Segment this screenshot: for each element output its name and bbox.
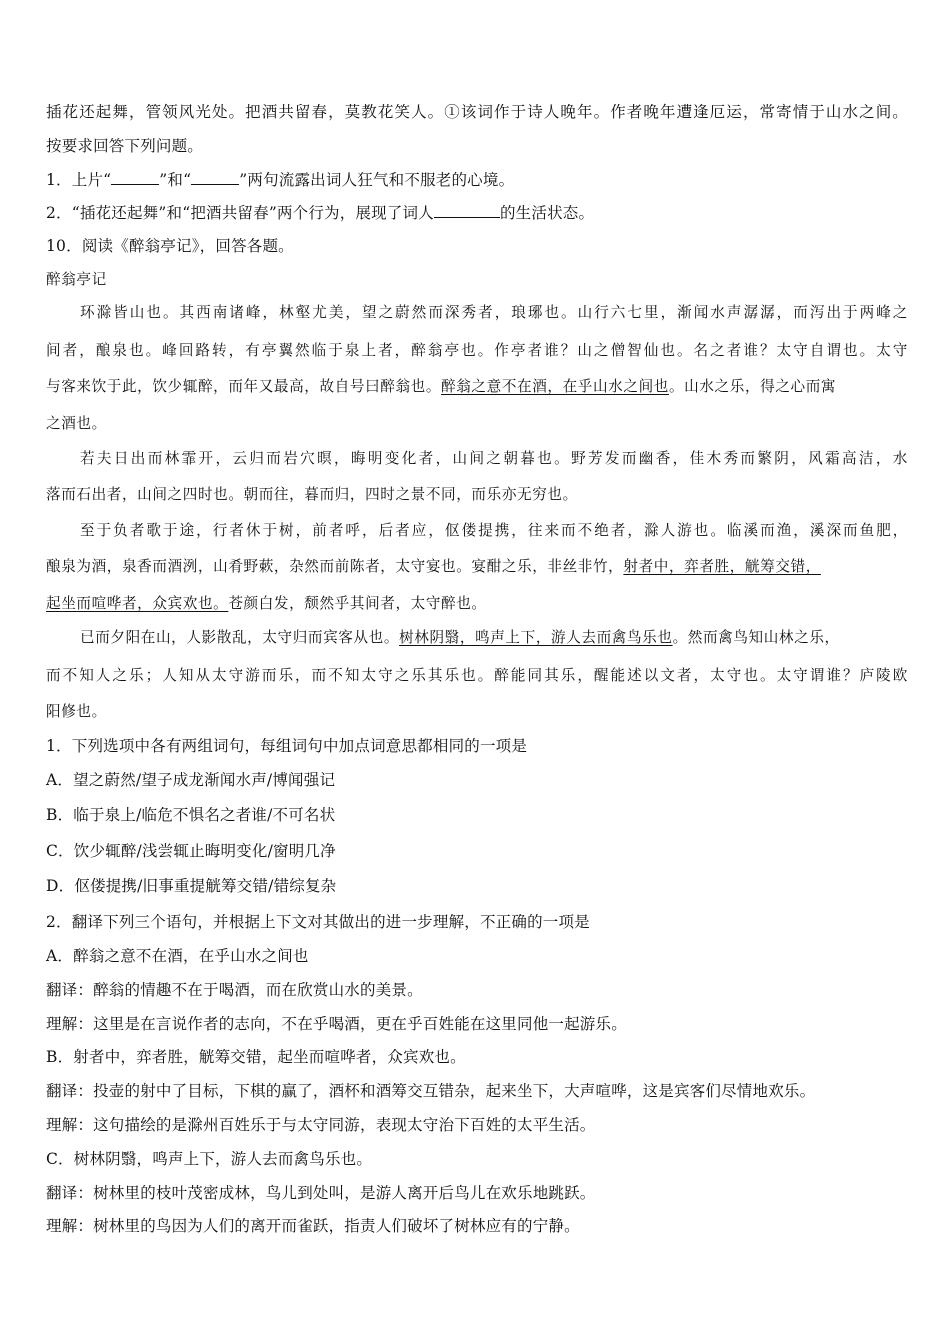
subquestion-1-option-a: A．望之蔚然/望子成龙渐闻水声/博闻强记 xyxy=(46,771,336,789)
ci-q1-text-b: ”和“ xyxy=(159,171,192,189)
p3-text: 酿泉为酒，泉香而酒洌，山肴野蔌，杂然而前陈者，太守宴也。宴酣之乐，非丝非竹， xyxy=(46,558,624,575)
option-b-translation: 翻译：投壶的射中了目标，下棋的赢了，酒杯和酒筹交互错杂，起来坐下，大声喧哗，这是宾客们尽情地欢乐。 xyxy=(46,1082,816,1100)
ci-q2-text-b: 的生活状态。 xyxy=(499,204,595,222)
passage-p2-line-2: 落而石出者，山间之四时也。朝而往，暮而归，四时之景不同，而乐亦无穷也。 xyxy=(46,486,578,503)
answer-blank xyxy=(434,203,500,218)
option-c-understanding: 理解：树林里的鸟因为人们的离开而雀跃，指责人们破坏了树林应有的宁静。 xyxy=(46,1217,580,1235)
ci-text-line-1: 插花还起舞，管领风光处。把酒共留春，莫教花笑人。①该词作于诗人晚年。作者晚年遭逢厄运，常寄情于山水之间。 xyxy=(46,103,908,121)
subquestion-1-option-b: B．临于泉上/临危不惧名之者谁/不可名状 xyxy=(46,806,336,824)
subquestion-1-stem: 1．下列选项中各有两组词句，每组词句中加点词意思都相同的一项是 xyxy=(46,737,528,755)
underlined-sentence: 醉翁之意不在酒，在乎山水之间也 xyxy=(441,378,669,395)
subquestion-1-option-d: D．伛偻提携/旧事重提觥筹交错/错综复杂 xyxy=(46,877,337,895)
ci-q1-text-a: 1．上片“ xyxy=(46,171,112,189)
p4-text: 。然而禽鸟知山林之乐， xyxy=(672,629,840,646)
passage-title: 醉翁亭记 xyxy=(46,271,107,288)
passage-p2-line-1: 若夫日出而林霏开，云归而岩穴暝，晦明变化者，山间之朝暮也。野芳发而幽香，佳木秀而繁阴，风霜高洁，水 xyxy=(80,450,908,467)
option-c-translation: 翻译：树林里的枝叶茂密成林，鸟儿到处叫，是游人离开后鸟儿在欢乐地跳跃。 xyxy=(46,1184,596,1202)
p3-text: 苍颜白发，颓然乎其间者，太守醉也。 xyxy=(228,595,487,612)
passage-p3-line-2 xyxy=(46,557,908,577)
option-a-understanding: 理解：这里是在言说作者的志向，不在乎喝酒，更在乎百姓能在这里同他一起游乐。 xyxy=(46,1015,627,1033)
subquestion-2-option-c: C．树林阴翳，鸣声上下，游人去而禽鸟乐也。 xyxy=(46,1150,373,1168)
underlined-sentence: 起坐而喧哗者，众宾欢也。 xyxy=(46,595,229,612)
subquestion-2-option-b: B．射者中，弈者胜，觥筹交错，起坐而喧哗者，众宾欢也。 xyxy=(46,1048,466,1066)
passage-p4-line-1 xyxy=(80,628,908,648)
p4-text: 已而夕阳在山，人影散乱，太守归而宾客从也。 xyxy=(80,629,400,646)
passage-p4-line-3: 阳修也。 xyxy=(46,703,107,720)
passage-p1-line-2: 间者，酿泉也。峰回路转，有亭翼然临于泉上者，醉翁亭也。作亭者谁？山之僧智仙也。名之者谁？太守自谓也。太守 xyxy=(46,342,908,359)
passage-p3-line-3 xyxy=(46,594,908,614)
answer-blank xyxy=(111,170,159,185)
ci-q2-text-a: 2．“插花还起舞”和“把酒共留春”两个行为，展现了词人 xyxy=(46,204,434,222)
p1-text: 与客来饮于此，饮少辄醉，而年又最高，故自号曰醉翁也。 xyxy=(46,378,442,395)
passage-p1-line-4: 之酒也。 xyxy=(46,415,107,432)
passage-p3-line-1: 至于负者歌于途，行者休于树，前者呼，后者应，伛偻提携，往来而不绝者，滁人游也。临溪而渔，溪深而鱼肥， xyxy=(80,522,908,539)
underlined-sentence: 树林阴翳，鸣声上下，游人去而禽鸟乐也 xyxy=(399,629,673,646)
subquestion-2-stem: 2．翻译下列三个语句，并根据上下文对其做出的进一步理解，不正确的一项是 xyxy=(46,913,590,931)
ci-question-1 xyxy=(46,170,908,190)
subquestion-2-option-a: A．醉翁之意不在酒，在乎山水之间也 xyxy=(46,947,309,965)
underlined-sentence: 射者中，弈者胜，觥筹交错， xyxy=(623,558,821,575)
ci-q1-text-c: ”两句流露出词人狂气和不服老的心境。 xyxy=(239,171,515,189)
q10-heading: 10．阅读《醉翁亭记》，回答各题。 xyxy=(46,237,294,255)
subquestion-1-option-c: C．饮少辄醉/浅尝辄止晦明变化/窗明几净 xyxy=(46,842,336,860)
passage-p4-line-2: 而不知人之乐；人知从太守游而乐，而不知太守之乐其乐也。醉能同其乐，醒能述以文者，太守也。太守谓谁？庐陵欧 xyxy=(46,667,908,684)
p1-text: 。山水之乐，得之心而寓 xyxy=(668,378,837,395)
option-b-understanding: 理解：这句描绘的是滁州百姓乐于与太守同游，表现太守治下百姓的太平生活。 xyxy=(46,1116,596,1134)
ci-question-2 xyxy=(46,203,908,223)
answer-blank xyxy=(191,170,239,185)
passage-p1-line-1: 环滁皆山也。其西南诸峰，林壑尤美，望之蔚然而深秀者，琅琊也。山行六七里，渐闻水声潺潺，而泻出于两峰之 xyxy=(80,304,908,321)
ci-instruction: 按要求回答下列问题。 xyxy=(46,137,204,155)
option-a-translation: 翻译：醉翁的情趣不在于喝酒，而在欣赏山水的美景。 xyxy=(46,981,423,999)
passage-p1-line-3 xyxy=(46,377,908,397)
